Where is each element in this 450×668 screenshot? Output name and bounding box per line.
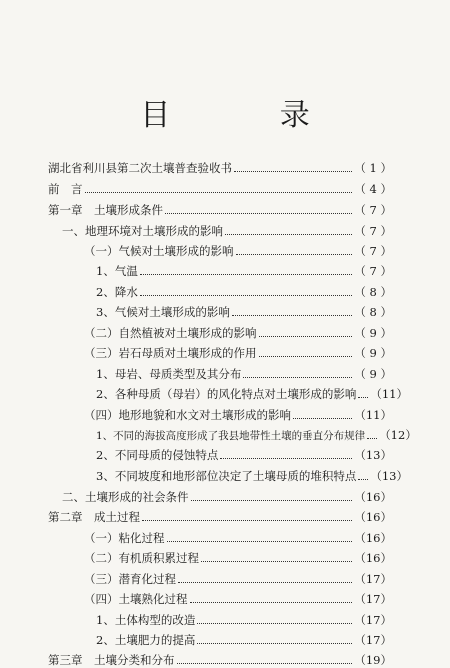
toc-entry-title: 第一章 土壤形成条件 xyxy=(48,203,163,217)
dot-leader xyxy=(197,623,352,624)
toc-entry xyxy=(48,507,392,525)
toc-entry xyxy=(84,528,392,546)
dot-leader xyxy=(259,336,353,337)
toc-entry-title: （一）粘化过程 xyxy=(84,531,165,545)
dot-leader xyxy=(293,418,352,419)
toc-entry-page: （16） xyxy=(354,551,392,565)
toc-entry-page: （19） xyxy=(354,653,392,667)
toc-entry xyxy=(96,425,417,443)
toc-entry-title: 第三章 土壤分类和分布 xyxy=(48,653,175,667)
toc-entry-title: 1、母岩、母质类型及其分布 xyxy=(96,367,242,381)
toc-entry xyxy=(96,261,392,279)
page-title: 目 录 xyxy=(140,98,360,133)
toc-entry xyxy=(84,405,392,423)
toc-entry xyxy=(84,323,392,341)
toc-entry-title: 2、土壤肥力的提高 xyxy=(96,633,196,647)
toc-entry-page: （ 7 ） xyxy=(354,224,392,238)
toc-entry-title: （一）气候对土壤形成的影响 xyxy=(84,244,234,258)
toc-entry-page: （ 9 ） xyxy=(354,367,392,381)
toc-entry-page: （ 9 ） xyxy=(354,346,392,360)
toc-entry-page: （17） xyxy=(354,633,392,647)
toc-entry xyxy=(62,487,392,505)
toc-entry-title: （四）土壤熟化过程 xyxy=(84,592,188,606)
dot-leader xyxy=(232,315,353,316)
toc-entry xyxy=(84,548,392,566)
toc-entry-title: （三）岩石母质对土壤形成的作用 xyxy=(84,346,257,360)
toc-entry xyxy=(48,158,392,176)
toc-entry-page: （16） xyxy=(354,510,392,524)
toc-entry-title: 2、降水 xyxy=(96,285,138,299)
toc-entry-title: （二）有机质积累过程 xyxy=(84,551,199,565)
dot-leader xyxy=(236,254,353,255)
toc-entry xyxy=(96,302,392,320)
dot-leader xyxy=(197,643,352,644)
toc-entry-page: （ 1 ） xyxy=(354,161,392,175)
toc-entry-title: 一、地理环境对土壤形成的影响 xyxy=(62,224,223,238)
toc-entry-title: 前 言 xyxy=(48,182,83,196)
toc-entry-title: 3、气候对土壤形成的影响 xyxy=(96,305,230,319)
dot-leader xyxy=(220,458,352,459)
toc-entry-page: （ 7 ） xyxy=(354,244,392,258)
toc-entry xyxy=(96,445,392,463)
toc-entry xyxy=(48,200,392,218)
dot-leader xyxy=(140,295,353,296)
dot-leader xyxy=(165,213,352,214)
dot-leader xyxy=(191,500,353,501)
toc-entry xyxy=(48,179,392,197)
dot-leader xyxy=(358,397,368,398)
dot-leader xyxy=(190,602,353,603)
toc-entry xyxy=(84,241,392,259)
dot-leader xyxy=(234,171,352,172)
dot-leader xyxy=(177,663,353,664)
dot-leader xyxy=(243,377,352,378)
toc-entry-page: （ 8 ） xyxy=(354,305,392,319)
toc-entry-title: （四）地形地貌和水文对土壤形成的影响 xyxy=(84,408,291,422)
toc-entry-page: （17） xyxy=(354,592,392,606)
toc-entry-title: 二、土壤形成的社会条件 xyxy=(62,490,189,504)
toc-entry-page: （12） xyxy=(379,428,417,442)
toc-entry-page: （16） xyxy=(354,490,392,504)
toc-entry-page: （ 9 ） xyxy=(354,326,392,340)
toc-entry-page: （17） xyxy=(354,613,392,627)
toc-entry-title: 1、气温 xyxy=(96,264,138,278)
dot-leader xyxy=(201,561,352,562)
toc-entry-title: 3、不同坡度和地形部位决定了土壤母质的堆积特点 xyxy=(96,469,357,483)
toc-entry-title: （三）潜育化过程 xyxy=(84,572,176,586)
toc-entry-title: 2、各种母质（母岩）的风化特点对土壤形成的影响 xyxy=(96,387,357,401)
toc-entry-title: 第二章 成土过程 xyxy=(48,510,140,524)
toc-entry xyxy=(96,364,392,382)
dot-leader xyxy=(178,582,352,583)
toc-entry-page: （13） xyxy=(354,448,392,462)
toc-entry xyxy=(96,282,392,300)
toc-entry xyxy=(96,630,392,648)
toc-entry-page: （ 7 ） xyxy=(354,264,392,278)
dot-leader xyxy=(167,541,353,542)
dot-leader xyxy=(140,274,353,275)
toc-entry-title: 2、不同母质的侵蚀特点 xyxy=(96,448,219,462)
toc-entry xyxy=(96,466,408,484)
dot-leader xyxy=(358,479,368,480)
toc-entry-page: （ 7 ） xyxy=(354,203,392,217)
dot-leader xyxy=(85,192,353,193)
toc-entry xyxy=(62,221,392,239)
dot-leader xyxy=(142,520,352,521)
toc-entry xyxy=(84,569,392,587)
toc-entry-page: （16） xyxy=(354,531,392,545)
toc-entry-title: （二）自然植被对土壤形成的影响 xyxy=(84,326,257,340)
toc-entry-title: 1、土体构型的改造 xyxy=(96,613,196,627)
toc-entry-page: （11） xyxy=(370,387,408,401)
toc-entry xyxy=(84,589,392,607)
dot-leader xyxy=(367,438,377,439)
toc-entry xyxy=(84,343,392,361)
toc-entry-page: （13） xyxy=(370,469,408,483)
toc-entry-page: （ 4 ） xyxy=(354,182,392,196)
toc-entry xyxy=(96,384,408,402)
toc-entry-page: （17） xyxy=(354,572,392,586)
toc-entry xyxy=(96,610,392,628)
toc-entry xyxy=(48,650,392,668)
toc-entry-page: （ 8 ） xyxy=(354,285,392,299)
toc-entry-title: 湖北省利川县第二次土壤普查验收书 xyxy=(48,161,232,175)
toc-entry-title: 1、不同的海拔高度形成了我县地带性土壤的垂直分布规律 xyxy=(96,430,366,442)
dot-leader xyxy=(225,234,352,235)
dot-leader xyxy=(259,356,353,357)
toc-entry-page: （11） xyxy=(354,408,392,422)
